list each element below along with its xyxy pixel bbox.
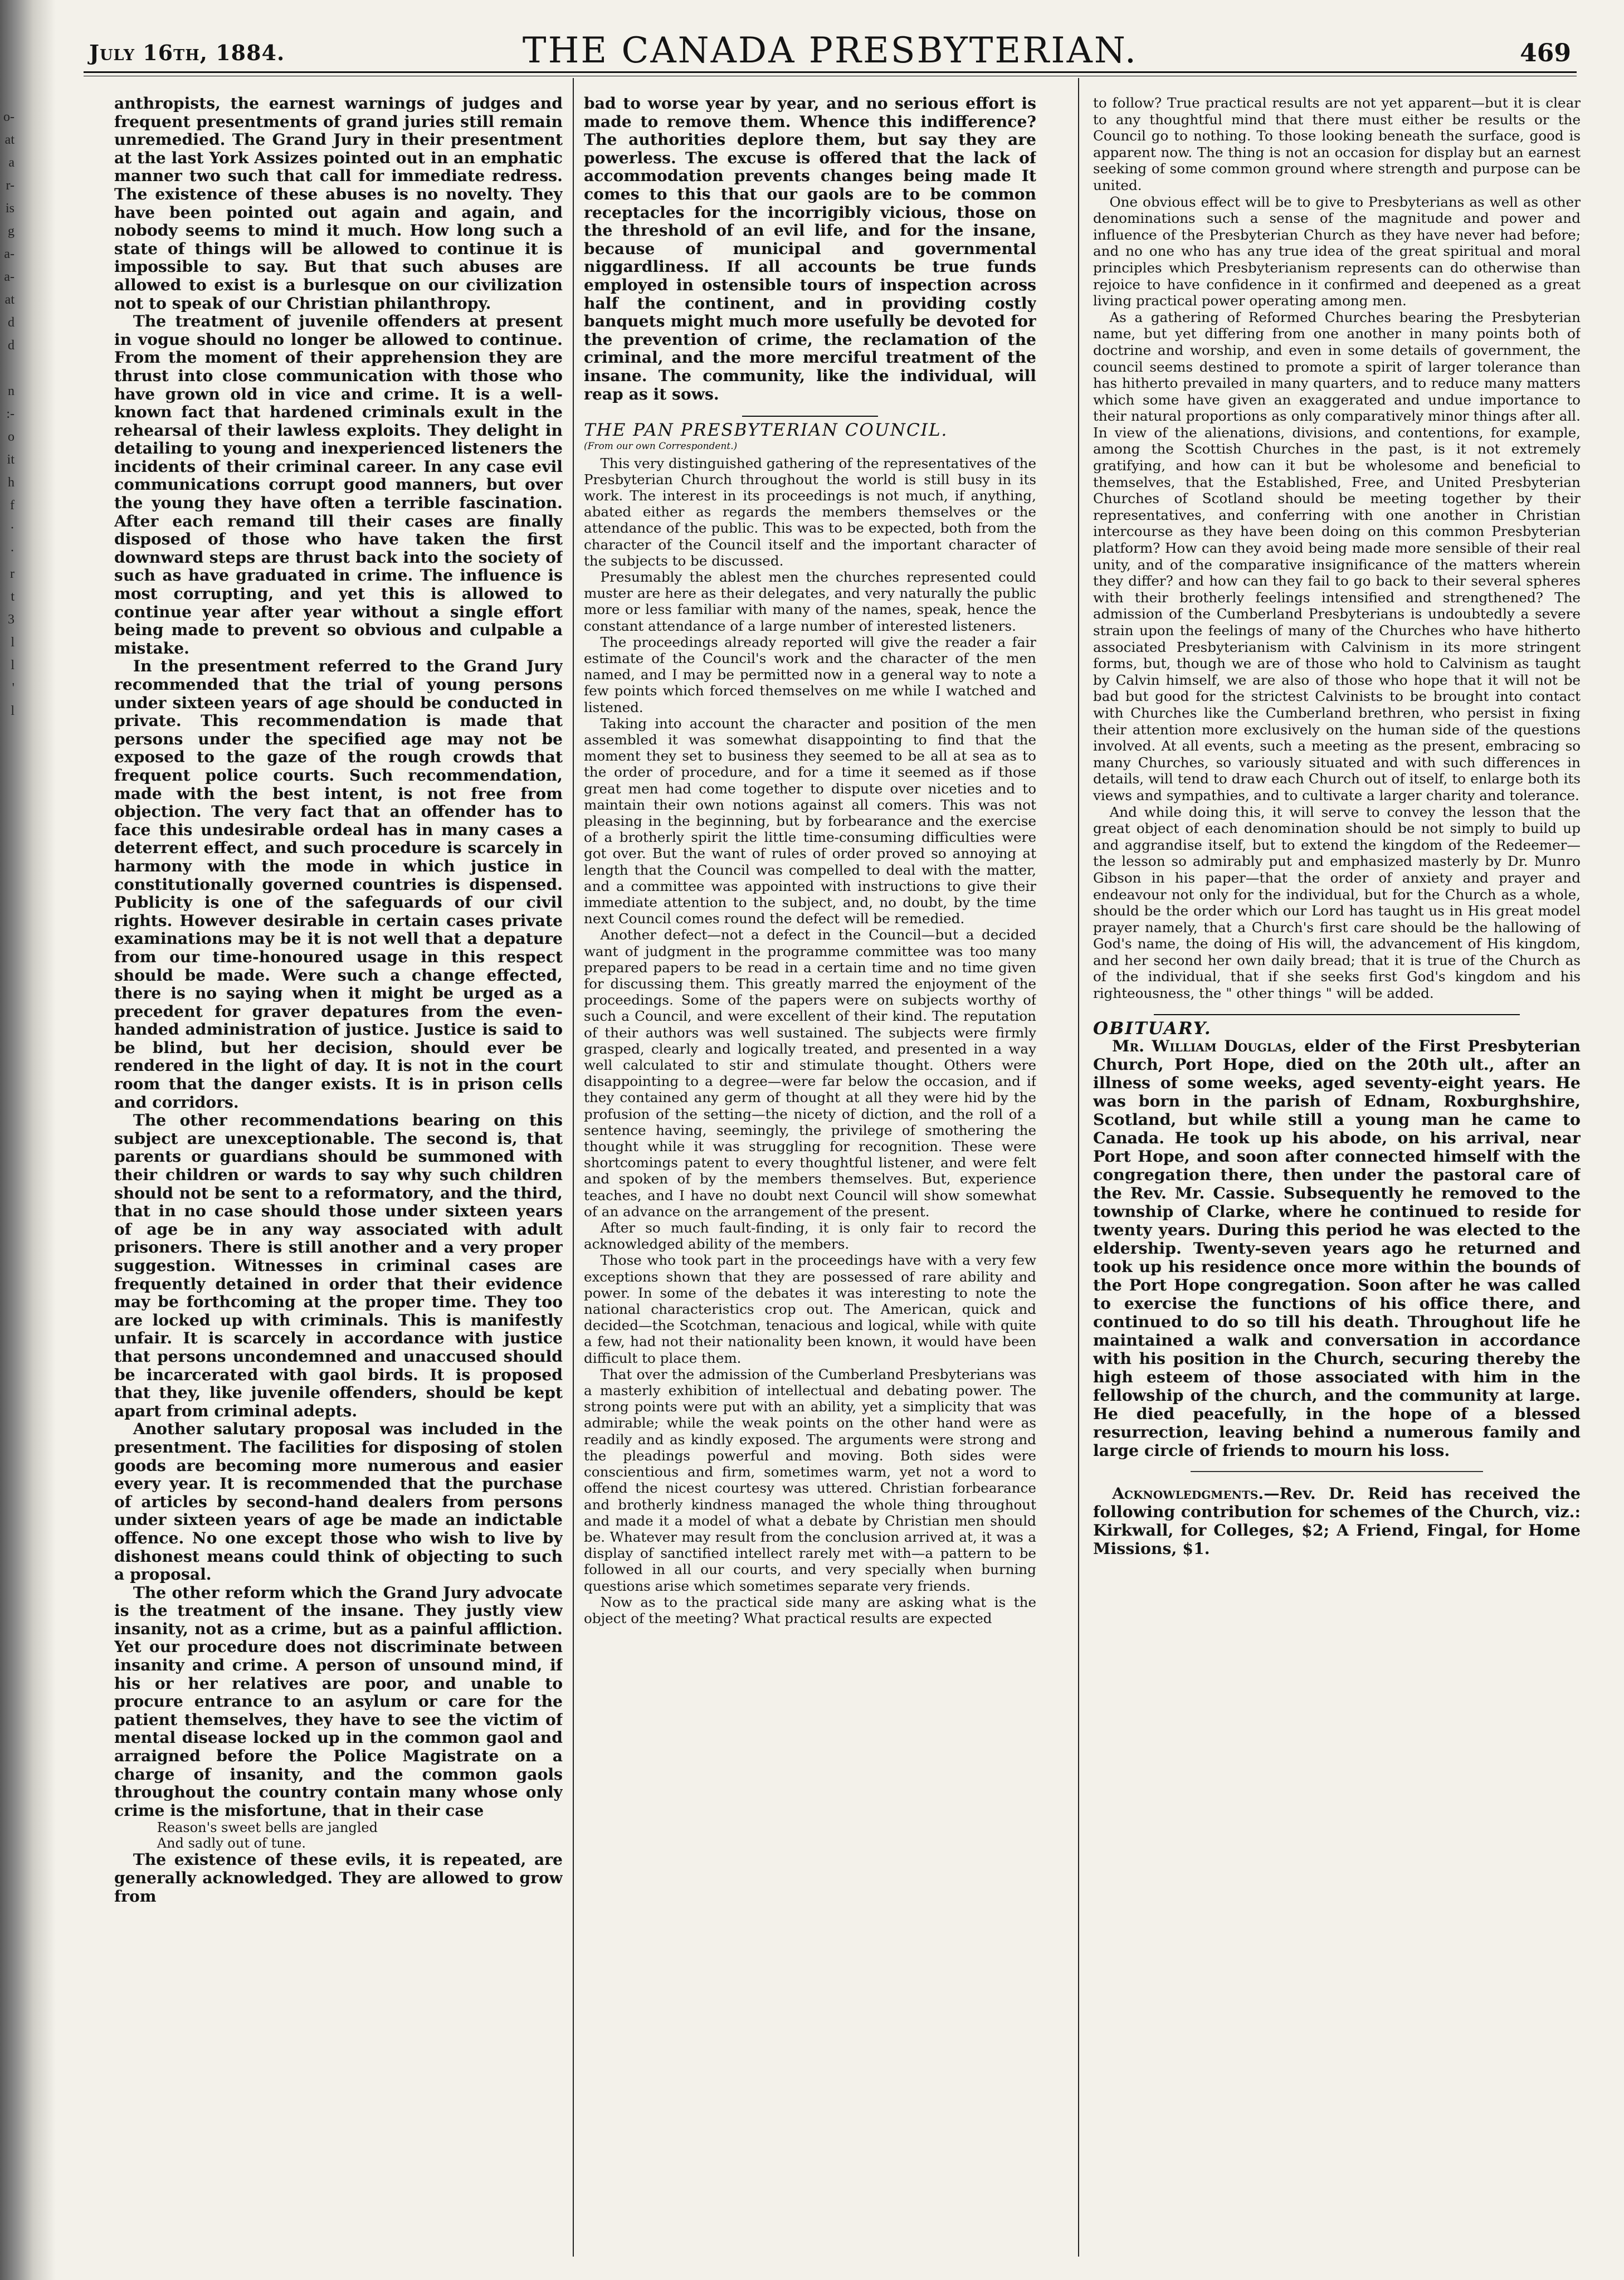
gutter-fragment: r [10, 567, 14, 581]
paragraph: bad to worse year by year, and no serious effort is made to remove them. Whence this indifference? The authorities deplore them, but say they are powerless. The excuse is offered that the lack of accommodation prevents changes being made It comes to this that our gaols are to be common receptacles for the incorrigibly vicious, those on the threshold of an evil life, and for the insane, because of municipal and governmental niggardliness. If all accounts be true funds employed in ostensible tours of inspection across half the continent, and in providing costly banquets might much more usefully be devoted for the prevention of crime, the reclamation of the criminal, and the more merciful treatment of the insane. The community, like the individual, will reap as it sows. [584, 95, 1036, 403]
masthead-title: THE CANADA PRESBYTERIAN. [522, 30, 1138, 71]
column-3 [1093, 95, 1581, 2257]
column-divider-2 [1078, 78, 1079, 2257]
gutter-fragment: n [8, 384, 14, 398]
gutter-fragment: ' [12, 681, 14, 695]
gutter-fragment: g [8, 224, 14, 238]
paragraph: to follow? True practical results are not yet apparent—but it is clear to any thoughtful mind that there must either be results or the Council go to nothing. To those looking beneath the surface, good is apparent now. The thing is not an occasion for display but an earnest seeking of some common ground where strength and purpose can be united. [1093, 95, 1581, 193]
paragraph: After so much fault-finding, it is only fair to record the acknowledged ability of the members. [584, 1220, 1036, 1253]
paragraph: The existence of these evils, it is repeated, are generally acknowledged. They are allowed to grow from [114, 1850, 563, 1906]
paragraph: Presumably the ablest men the churches represented could muster are here as their delegates, and very naturally the public more or less familiar with many of the names, speak, hence the constant attendance of a large number of interested listeners. [584, 568, 1036, 634]
paragraph: Another defect—not a defect in the Council—but a decided want of judgment in the programme committee was too many prepared papers to be read in a certain time and no time given for discussing them. This greatly marred the enjoyment of the proceedings. Some of the papers were on subjects worthy of such a Council, and were excellent of their kind. The reputation of their authors was well sustained. The subjects were firmly grasped, clearly and logically treated, and presented in a way well calculated to stir and stimulate thought. Others were disappointing to a degree—were far below the occasion, and if they contained any germ of thought at all they were hid by the profusion of the setting—the nicety of diction, and the roll of a sentence having, seemingly, the privilege of smothering the thought while it was struggling for recognition. These were shortcomings patent to every thoughtful listener, and were felt and spoken of by the members themselves. But, experience teaches, and I have no doubt next Council will show somewhat of an advance on the arrangement of the present. [584, 927, 1036, 1220]
gutter-fragment: d [8, 338, 14, 353]
gutter-text-fragments [0, 106, 16, 723]
page-header [89, 27, 1571, 77]
gutter-fragment: a- [4, 270, 14, 284]
gutter-fragment [0, 357, 16, 380]
section-divider [742, 416, 878, 417]
paragraph: One obvious effect will be to give to Presbyterians as well as other denominations such a sense of the magnitude and power and influence of the Presbyterian Church as they have never had before; and no one who has any true idea of the great spiritual and moral principles which Presbyterianism represents can do otherwise than rejoice to have confidence in it confirmed and deepened as a great living practical power operating among men. [1093, 193, 1581, 309]
gutter-fragment: it [7, 452, 14, 467]
gutter-fragment: · [10, 521, 14, 535]
gutter-fragment: :- [6, 407, 14, 421]
obituary-paragraph [1093, 1037, 1581, 1460]
section-divider [1154, 1014, 1519, 1015]
obituary-body: , elder of the First Presbyterian Church, Port Hope, died on the 20th ult., after an illness of some weeks, aged seventy-eight years. He was born in the parish of Ednam, Roxburghshire, Scotland, but while still a young man he came to Canada. He took up his abode, on his arrival, near Port Hope, and soon after connected himself with the congregation there, then under the pastoral care of the Rev. Mr. Cassie. Subsequently he removed to the township of Clarke, where he continued to reside for twenty years. During this period he was elected to the eldership. Twenty-seven years ago he returned and took up his residence once more within the bounds of the Port Hope congregation. Soon after he was called to exercise the functions of his office there, and continued to do so till his death. Throughout life he maintained a walk and conversation in accordance with his position in the Church, securing thereby the high esteem of those associated with him in the fellowship of the church, and the community at large. He died peacefully, in the hope of a blessed resurrection, leaving behind a numerous family and large circle of friends to mourn his loss. [1093, 1036, 1581, 1460]
acknowledgments-paragraph [1093, 1484, 1581, 1558]
acknowledgments-heading: Acknowledgments. [1112, 1484, 1264, 1503]
gutter-fragment: at [4, 133, 14, 147]
paragraph: Taking into account the character and position of the men assembled it was somewhat disappointing to find that the moment they set to business they seemed to be all at sea as to the order of procedure, and for a time it seemed as if those great men had come together to dispute over niceties and to maintain their own notions against all comers. This was not pleasing in the beginning, but by forbearance and the exercise of a brotherly spirit the little time-consuming difficulties were got over. But the want of rules of order proved so annoying at length that the Council was compelled to deal with the matter, and a committee was appointed with instructions to give their immediate attention to the subject, and, no doubt, by the time next Council comes round the defect will be remedied. [584, 715, 1036, 927]
acknowledgments-body: —Rev. Dr. Reid has received the following contribution for schemes of the Church, viz.: Kirkwall, for Colleges, $2; A Friend, Fingal, for Home Missions, $1. [1093, 1484, 1581, 1558]
paragraph: That over the admission of the Cumberland Presbyterians was a masterly exhibition of intellectual and debating power. The strong points were put with an ability, yet a simplicity that was admirable; while the weak points on the other hand were as readily and as kindly exposed. The arguments were strong and the pleadings powerful and moving. Both sides were conscientious and firm, sometimes warm, yet not a word to offend the nicest courtesy was uttered. Christian forbearance and brotherly kindness managed the whole thing throughout and made it a model of what a debate by Christian men should be. Whatever may result from the conclusion arrived at, it was a display of sanctified intellect rarely met with—a pattern to be followed in all our courts, and very specially when burning questions arise which sometimes separate very friends. [584, 1366, 1036, 1594]
paragraph: Those who took part in the proceedings have with a very few exceptions shown that they are possessed of rare ability and power. In some of the debates it was interesting to note the national characteristics crop out. The American, quick and decided—the Scotchman, tenacious and logical, while with quite a few, had not their nationality been known, it would have been difficult to place them. [584, 1252, 1036, 1366]
gutter-fragment: h [8, 475, 14, 490]
section-title: THE PAN PRESBYTERIAN COUNCIL. [584, 420, 948, 441]
gutter-fragment: l [11, 704, 14, 718]
paragraph: anthropists, the earnest warnings of judges and frequent presentments of grand juries still remain unremedied. The Grand Jury in their presentment at the last York Assizes pointed out in an emphatic manner two such that call for immediate redress. The existence of these abuses is no novelty. They have been pointed out again and again, and nobody seems to mind it much. How long such a state of things will be allowed to continue it is impossible to say. But that such abuses are allowed to exist is a burlesque on our civilization not to speak of our Christian philanthropy. [114, 95, 563, 313]
gutter-fragment: d [8, 315, 14, 330]
paragraph: And while doing this, it will serve to convey the lesson that the great object of each denomination should be not simply to build up and aggrandise itself, but to extend the kingdom of the Redeemer—the lesson so admirably put and emphasized masterly by Dr. Munro Gibson in his paper—that the order of anxiety and prayer and endeavour not only for the individual, but for the Church as a whole, should be the order which our Lord has taught us in His great model prayer namely, that a Church's first care should be the hallowing of God's name, the doing of His will, the advancement of His kingdom, and her second her own daily bread; that it is true of the Church as of the individual, that if she seeks first God's kingdom and his righteousness, the " other things " will be added. [1093, 803, 1581, 1002]
column-1-editorial [114, 95, 563, 2257]
obituary-title: OBITUARY. [1093, 1018, 1212, 1039]
paragraph: The treatment of juvenile offenders at present in vogue should no longer be allowed to continue. From the moment of their apprehension they are thrust into close communication with those who have grown old in vice and crime. It is a well-known fact that hardened criminals exult in the rehearsal of their lawless exploits. They delight in detailing to young and inexperienced listeners the incidents of their criminal career. In any case evil communications corrupt good manners, but over the young they have often a terrible fascination. After each remand till their cases are finally disposed of those who have taken the first downward steps are thrust back into the society of such as have graduated in crime. The influence is most corrupting, and yet this is allowed to continue year after year without a single effort being made to prevent so obvious and culpable a mistake. [114, 312, 563, 657]
paragraph: As a gathering of Reformed Churches bearing the Presbyterian name, but yet differing from one another in many points both of doctrine and worship, and even in some details of government, the council seems destined to promote a spirit of larger tolerance than has hitherto prevailed in many quarters, and to reduce many matters which some have given an exaggerated and undue importance to their natural proportions as only comparatively minor things after all. In view of the alienations, divisions, and contentions, for example, among the Scottish Churches in the past, is it not extremely gratifying, and how can it but be wholesome and beneficial to themselves, that the Established, Free, and United Presbyterian Churches of Scotland should be meeting together by their representatives, and conferring with one another in Christian intercourse as they have been doing on this common Presbyterian platform? How can they avoid being made more sensible of their real unity, and of the comparative insignificance of the matters wherein they differ? and how can they fail to go back to their several spheres with their brotherly feelings intensified and strengthened? The admission of the Cumberland Presbyterians is undoubtedly a severe strain upon the feelings of many of the Churches who have hitherto associated Presbyterianism with Calvinism in its more stringent forms, but, though we are of those who hold to Calvinism as taught by Calvin himself, we are also of those who hope that it will not be bad but good for the strictest Calvinists to be brought into contact with Churches like the Cumberland brethren, who persist in fixing their attention more exclusively on the human side of the questions involved. At all events, such a meeting as the present, embracing so many Churches, so variously situated and with such differences in details, will tend to draw each Church out of itself, to enlarge both its views and sympathies, and to cultivate a larger charity and tolerance. [1093, 309, 1581, 803]
paragraph: Now as to the practical side many are asking what is the object of the meeting? What practical results are expected [584, 1594, 1036, 1626]
gutter-fragment: a [8, 155, 14, 170]
gutter-fragment: f [10, 498, 14, 513]
gutter-fragment: · [10, 544, 14, 558]
gutter-fragment: at [4, 293, 14, 307]
gutter-fragment: o- [3, 110, 14, 124]
gutter-fragment: 3 [8, 612, 14, 627]
gutter-fragment: r- [6, 178, 14, 193]
obituary-name: Mr. William Douglas [1112, 1036, 1291, 1056]
paragraph: The proceedings already reported will give the reader a fair estimate of the Council's work and the character of the men named, and I may be permitted now in a general way to note a few points which forced themselves on me while I watched and listened. [584, 634, 1036, 715]
verse-line: And sadly out of tune. [157, 1835, 306, 1852]
column-2-council-report [584, 95, 1036, 2257]
gutter-fragment: t [11, 590, 14, 604]
gutter-fragment: o [8, 430, 14, 444]
verse-line: Reason's sweet bells are jangled [157, 1820, 378, 1836]
paragraph: The other reform which the Grand Jury advocate is the treatment of the insane. They justly view insanity, not as a crime, but as a painful affliction. Yet our procedure does not discriminate between insanity and crime. A person of unsound mind, if his or her relatives are poor, and unable to procure entrance to an asylum or care for the patient themselves, they have to see the victim of mental disease locked up in the common gaol and arraigned before the Police Magistrate on a charge of insanity, and the common gaols throughout the country contain many whose only crime is the misfortune, that in their case [114, 1583, 563, 1820]
byline: (From our own Correspondent.) [584, 441, 738, 452]
issue-date: July 16th, 1884. [89, 40, 285, 65]
column-divider-1 [573, 78, 574, 2257]
gutter-fragment: is [5, 201, 14, 216]
gutter-fragment: l [11, 658, 14, 673]
gutter-fragment: l [11, 635, 14, 650]
gutter-fragment: a- [4, 247, 14, 261]
paragraph: In the presentment referred to the Grand Jury recommended that the trial of young persons under sixteen years of age should be conducted in private. This recommendation is made that persons under the specified age may not be exposed to the gaze of the rough crowds that frequent police courts. Such recommendation, made with the best intent, is not free from objection. The very fact that an offender has to face this undesirable ordeal has in many cases a deterrent effect, and such procedure is scarcely in harmony with the mode in which justice in constitutionally governed countries is dispensed. Publicity is one of the safeguards of our civil rights. However desirable in certain cases private examinations may be it is not well that a depature from our time-honoured usage in this respect should be made. Were such a change effected, there is no saying when it might be urged as a precedent for graver depatures from the even-handed administration of justice. Justice is said to be blind, but her decision, should ever be rendered in the light of day. It is not in the court room that the danger exists. It is in prison cells and corridors. [114, 657, 563, 1112]
paragraph: The other recommendations bearing on this subject are unexceptionable. The second is, that parents or guardians should be summoned with their children or wards to say why such children should not be sent to a reformatory, and the third, that in no case should those under sixteen years of age be in any way associated with adult prisoners. There is still another and a very proper suggestion. Witnesses in criminal cases are frequently detained in order that their evidence may be forthcoming at the proper time. They too are locked up with criminals. This is manifestly unfair. It is scarcely in accordance with justice that persons uncondemned and unaccused should be incarcerated with gaol birds. It is proposed that they, like juvenile offenders, should be kept apart from criminal adepts. [114, 1111, 563, 1420]
paragraph: This very distinguished gathering of the representatives of the Presbyterian Church throughout the world is still busy in its work. The interest in its proceedings is not much, if anything, abated either as regards the members themselves or the attendance of the public. This was to be expected, both from the character of the Council itself and the important character of the subjects to be discussed. [584, 455, 1036, 569]
header-rule-thick [84, 71, 1577, 73]
paragraph: Another salutary proposal was included in the presentment. The facilities for disposing of stolen goods are becoming more numerous and easier every year. It is recommended that the purchase of articles by second-hand dealers from persons under sixteen years of age be made an indictable offence. No one except those who wish to live by dishonest means could think of objecting to such a proposal. [114, 1420, 563, 1584]
page-number: 469 [1520, 39, 1571, 67]
section-divider [1191, 1471, 1483, 1472]
